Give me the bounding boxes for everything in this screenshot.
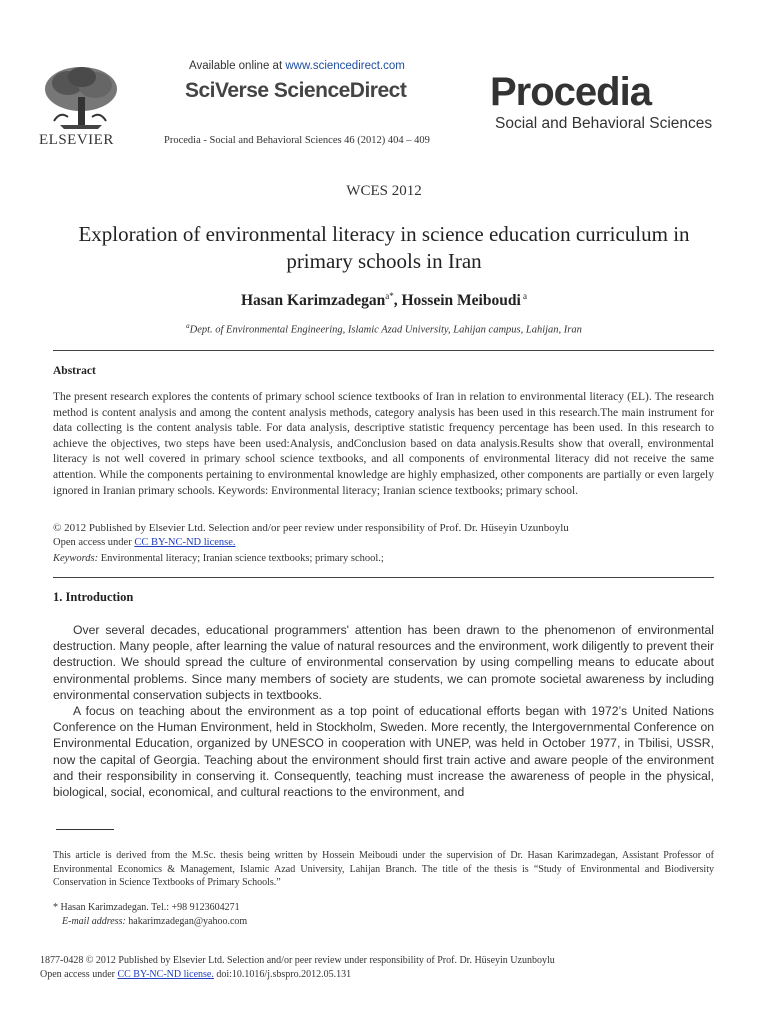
abstract-copyright: © 2012 Published by Elsevier Ltd. Selection and/or peer review under responsibility of Prof. Dr. Hüseyin Uzunboylu — [53, 522, 569, 534]
divider-bottom — [53, 577, 714, 578]
bottom-open-access-prefix: Open access under — [40, 969, 118, 980]
authors — [0, 291, 768, 310]
procedia-logo: Procedia — [490, 70, 651, 114]
issn-copyright: 1877-0428 © 2012 Published by Elsevier Ltd. Selection and/or peer review under responsibility of Prof. Dr. Hüseyin Uzunboylu — [40, 955, 555, 966]
doi[interactable]: doi:10.1016/j.sbspro.2012.05.131 — [213, 969, 352, 980]
abstract-heading: Abstract — [53, 365, 96, 377]
intro-paragraph-1 — [53, 622, 714, 703]
author-separator: , — [393, 292, 402, 310]
keywords-text: Environmental literacy; Iranian science textbooks; primary school.; — [98, 553, 384, 564]
procedia-subtitle: Social and Behavioral Sciences — [495, 115, 713, 132]
elsevier-tree-logo — [40, 63, 122, 133]
keywords-line — [53, 553, 384, 564]
intro-paragraph-1-text: Over several decades, educational programmers' attention has been drawn to the phenomenon of environmental destruction. Many people, after learning the value of natural resources and the environment, work diligently to prevent their destruction. We should spread the culture of environmental conservation by using compelling means to educate about environmental problems. Since many members of society are students, we can promote societal awareness by including environmental conservation subjects in textbooks. — [53, 623, 714, 702]
availability-line — [189, 60, 405, 72]
availability-prefix: Available online at — [189, 60, 286, 72]
doi-line — [40, 969, 351, 980]
affiliation-text: Dept. of Environmental Engineering, Islamic Azad University, Lahijan campus, Lahijan, Iran — [189, 324, 582, 336]
author-1-marker: a* — [385, 291, 394, 301]
abstract-body: The present research explores the contents of primary school science textbooks of Iran in relation to environmental literacy (EL). The research method is content analysis and among the content analysis methods, category analysis has been used in this research.The main instrument for data collecting is the content analysis table. For data analysis, descriptive statistic frequency percentage has been used. In this research to achieve the objectives, two steps have been used:Analysis, andConclusion based on data analysis.Results show that overall, environmental literacy is not well covered in primary school science textbooks, and all components of environmental literacy did not receive the same attention. While the components pertaining to environmental knowledge are highly emphasized, other components are partially or even largely ignored in Iranian primary schools. Keywords: Environmental literacy; Iranian science textbooks; primary school. — [53, 391, 714, 497]
conference-name: WCES 2012 — [346, 183, 422, 199]
affiliation — [0, 322, 768, 336]
thesis-footnote: This article is derived from the M.Sc. thesis being written by Hossein Meiboudi under the supervision of Dr. Hasan Karimzadegan, Assistant Professor of Environmental Economics & Management, Islamic Azad University, Lahijan Branch. The title of the thesis is “Study of Environmental and Biodiversity Conservation in Science Textbooks of Primary Schools.” — [53, 850, 714, 888]
section-heading-introduction: 1. Introduction — [53, 590, 134, 604]
footnote-divider — [56, 829, 114, 830]
email-label: E-mail address: — [62, 916, 126, 927]
bottom-license-link[interactable]: CC BY-NC-ND license. — [117, 969, 214, 980]
intro-paragraph-2-text: A focus on teaching about the environment as a top point of educational efforts began with 1972’s United Nations Conference on the Human Environment, held in Stockholm, Sweden. More recently, the Intergovernmental Conference on Environmental Education, organized by UNESCO in cooperation with UNEP, was held in October 1977, in Tbilisi, USSR, now the capital of Georgia. Teaching about the environment should first train active and aware people of the environment and their responsibility in conserving it. Consequently, teaching must increase the awareness of people in the physical, biological, social, economical, and cultural reactions to the environment, and — [53, 704, 714, 800]
affiliation-marker: a — [186, 322, 190, 330]
publisher-name: ELSEVIER — [39, 132, 114, 148]
intro-paragraph-2 — [53, 703, 714, 800]
author-1: Hasan Karimzadegan — [240, 292, 386, 310]
author-2: Hossein Meiboudi — [401, 292, 521, 310]
email-address[interactable]: hakarimzadegan@yahoo.com — [125, 916, 248, 927]
article-title: Exploration of environmental literacy in science education curriculum in primary schools in Iran — [78, 222, 690, 273]
email-line — [62, 916, 247, 927]
license-link[interactable]: CC BY-NC-ND license. — [134, 537, 236, 548]
divider-top — [53, 350, 714, 351]
sciencedirect-url[interactable]: www.sciencedirect.com — [285, 60, 405, 72]
author-2-marker: a — [520, 291, 528, 301]
platform-name: SciVerse ScienceDirect — [185, 79, 407, 102]
journal-reference: Procedia - Social and Behavioral Sciences 46 (2012) 404 – 409 — [164, 135, 430, 146]
corresponding-author: * Hasan Karimzadegan. Tel.: +98 9123604271 — [53, 902, 240, 913]
open-access-line — [53, 537, 236, 548]
open-access-prefix: Open access under — [53, 537, 135, 548]
keywords-label: Keywords: — [53, 553, 99, 564]
